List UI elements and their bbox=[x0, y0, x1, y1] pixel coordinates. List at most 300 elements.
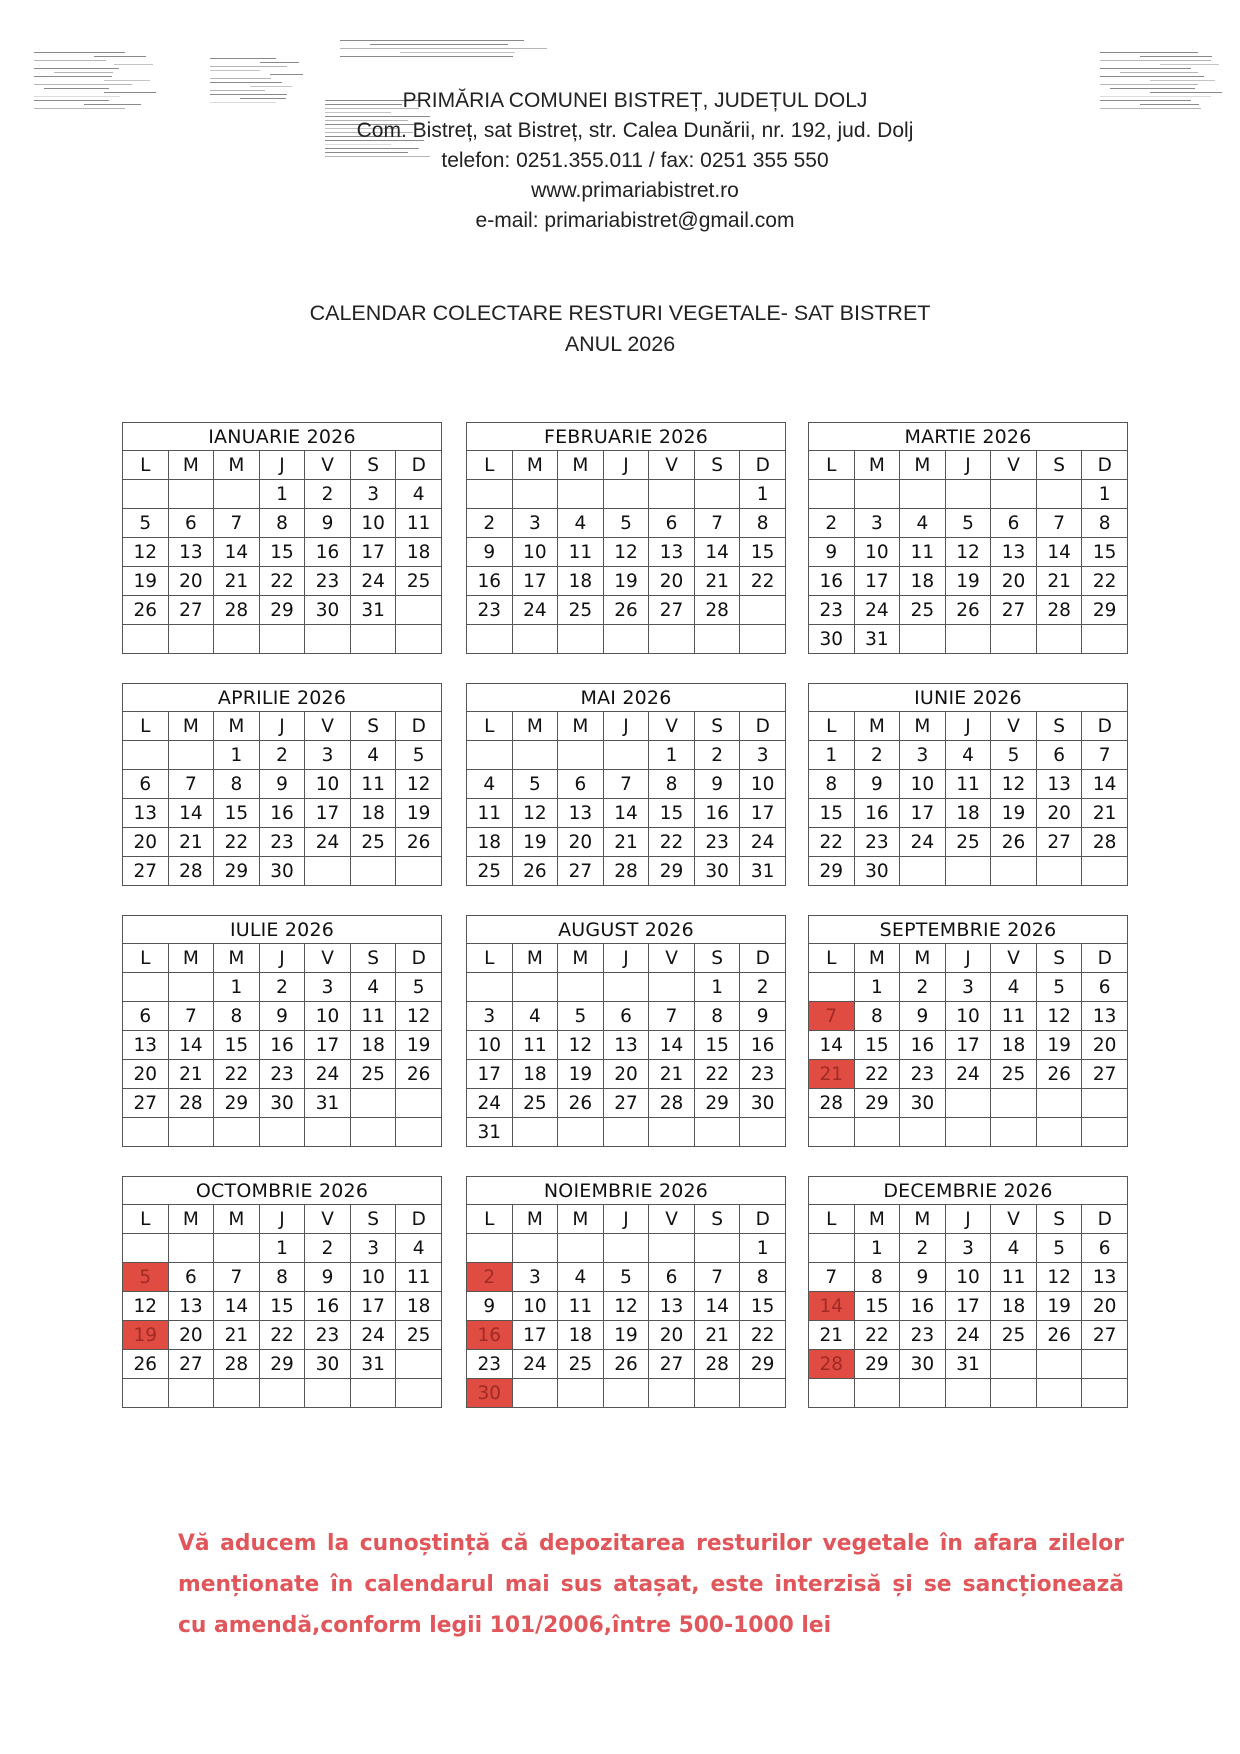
day-cell: 18 bbox=[396, 538, 442, 567]
day-cell: 9 bbox=[900, 1002, 946, 1031]
day-cell: 27 bbox=[123, 1089, 169, 1118]
day-cell: 18 bbox=[350, 1031, 396, 1060]
day-cell: 27 bbox=[168, 1350, 214, 1379]
day-cell: 7 bbox=[214, 509, 260, 538]
day-cell: 2 bbox=[305, 1234, 351, 1263]
day-cell: 28 bbox=[694, 1350, 740, 1379]
weekday-header: S bbox=[694, 1205, 740, 1234]
day-cell: 24 bbox=[900, 828, 946, 857]
month-name: IANUARIE 2026 bbox=[123, 423, 442, 451]
month-calendar bbox=[808, 422, 1128, 654]
weekday-header: S bbox=[350, 451, 396, 480]
empty-cell bbox=[558, 1379, 604, 1408]
website: www.primariabistret.ro bbox=[531, 179, 739, 202]
day-cell: 8 bbox=[740, 509, 786, 538]
day-cell: 4 bbox=[512, 1002, 558, 1031]
empty-cell bbox=[558, 741, 604, 770]
day-cell: 9 bbox=[900, 1263, 946, 1292]
weekday-header: M bbox=[168, 712, 214, 741]
day-cell: 14 bbox=[809, 1031, 855, 1060]
empty-cell bbox=[123, 1379, 169, 1408]
weekday-header: J bbox=[945, 451, 991, 480]
empty-cell bbox=[214, 1118, 260, 1147]
empty-cell bbox=[945, 857, 991, 886]
day-cell: 22 bbox=[214, 828, 260, 857]
day-cell: 3 bbox=[512, 1263, 558, 1292]
empty-cell bbox=[558, 973, 604, 1002]
weekday-header: D bbox=[1082, 712, 1128, 741]
empty-cell bbox=[991, 857, 1037, 886]
day-cell: 3 bbox=[945, 1234, 991, 1263]
day-cell: 5 bbox=[603, 509, 649, 538]
day-cell: 28 bbox=[214, 1350, 260, 1379]
month-calendar bbox=[466, 422, 786, 654]
month-name: AUGUST 2026 bbox=[467, 916, 786, 944]
empty-cell bbox=[123, 1234, 169, 1263]
day-cell: 7 bbox=[809, 1263, 855, 1292]
day-cell: 26 bbox=[396, 1060, 442, 1089]
day-cell: 13 bbox=[1036, 770, 1082, 799]
day-cell: 8 bbox=[259, 509, 305, 538]
empty-cell bbox=[649, 1234, 695, 1263]
day-cell: 22 bbox=[259, 1321, 305, 1350]
day-cell: 23 bbox=[854, 828, 900, 857]
day-cell: 1 bbox=[854, 973, 900, 1002]
day-cell: 16 bbox=[809, 567, 855, 596]
weekday-header: S bbox=[1036, 712, 1082, 741]
day-cell: 12 bbox=[123, 538, 169, 567]
day-cell: 5 bbox=[123, 509, 169, 538]
empty-cell bbox=[467, 480, 513, 509]
month-calendar bbox=[466, 683, 786, 886]
warning-notice: Vă aducem la cunoștință că depozitarea resturilor vegetale în afara zilelor menționate în calendarul mai sus atașat, este interzisă și se sancționează cu amendă,conform legii 101/2006,între 500-1000 lei bbox=[178, 1531, 1124, 1638]
day-cell: 3 bbox=[305, 973, 351, 1002]
empty-cell bbox=[259, 1379, 305, 1408]
day-cell: 11 bbox=[512, 1031, 558, 1060]
day-cell: 24 bbox=[512, 1350, 558, 1379]
day-cell: 3 bbox=[512, 509, 558, 538]
day-cell: 3 bbox=[350, 1234, 396, 1263]
empty-cell bbox=[809, 973, 855, 1002]
empty-cell bbox=[168, 625, 214, 654]
empty-cell bbox=[1036, 480, 1082, 509]
empty-cell bbox=[168, 480, 214, 509]
empty-cell bbox=[854, 480, 900, 509]
day-cell: 15 bbox=[809, 799, 855, 828]
day-cell: 30 bbox=[900, 1089, 946, 1118]
day-cell: 26 bbox=[1036, 1060, 1082, 1089]
day-cell: 8 bbox=[214, 1002, 260, 1031]
day-cell: 21 bbox=[649, 1060, 695, 1089]
month-calendar bbox=[122, 422, 442, 654]
empty-cell bbox=[1036, 1350, 1082, 1379]
day-cell: 29 bbox=[694, 1089, 740, 1118]
day-cell: 16 bbox=[305, 538, 351, 567]
weekday-header: V bbox=[991, 451, 1037, 480]
day-cell: 26 bbox=[558, 1089, 604, 1118]
day-cell: 16 bbox=[694, 799, 740, 828]
weekday-header: M bbox=[900, 712, 946, 741]
day-cell: 26 bbox=[1036, 1321, 1082, 1350]
day-cell: 11 bbox=[900, 538, 946, 567]
empty-cell bbox=[991, 480, 1037, 509]
empty-cell bbox=[900, 480, 946, 509]
weekday-header: M bbox=[512, 944, 558, 973]
day-cell: 26 bbox=[945, 596, 991, 625]
day-cell: 20 bbox=[1082, 1292, 1128, 1321]
empty-cell bbox=[168, 1234, 214, 1263]
day-cell: 25 bbox=[350, 1060, 396, 1089]
weekday-header: D bbox=[740, 944, 786, 973]
day-cell: 4 bbox=[350, 741, 396, 770]
day-cell: 17 bbox=[305, 799, 351, 828]
day-cell: 29 bbox=[214, 1089, 260, 1118]
empty-cell bbox=[305, 625, 351, 654]
day-cell: 27 bbox=[603, 1089, 649, 1118]
weekday-header: S bbox=[694, 712, 740, 741]
empty-cell bbox=[1036, 1118, 1082, 1147]
day-cell: 7 bbox=[1082, 741, 1128, 770]
weekday-header: M bbox=[168, 944, 214, 973]
day-cell: 6 bbox=[123, 770, 169, 799]
day-cell: 6 bbox=[1082, 973, 1128, 1002]
weekday-header: V bbox=[649, 451, 695, 480]
day-cell: 22 bbox=[740, 1321, 786, 1350]
weekday-header: L bbox=[809, 451, 855, 480]
day-cell: 8 bbox=[694, 1002, 740, 1031]
weekday-header: V bbox=[991, 944, 1037, 973]
empty-cell bbox=[305, 1118, 351, 1147]
day-cell: 22 bbox=[214, 1060, 260, 1089]
day-cell: 25 bbox=[991, 1321, 1037, 1350]
day-cell: 25 bbox=[396, 1321, 442, 1350]
letterhead bbox=[0, 86, 1240, 236]
day-cell: 3 bbox=[740, 741, 786, 770]
empty-cell bbox=[991, 1379, 1037, 1408]
empty-cell bbox=[1036, 625, 1082, 654]
day-cell: 25 bbox=[396, 567, 442, 596]
day-cell: 13 bbox=[168, 1292, 214, 1321]
weekday-header: J bbox=[603, 712, 649, 741]
day-cell: 4 bbox=[396, 1234, 442, 1263]
empty-cell bbox=[649, 480, 695, 509]
day-cell: 5 bbox=[1036, 1234, 1082, 1263]
weekday-header: M bbox=[168, 1205, 214, 1234]
day-cell: 27 bbox=[649, 596, 695, 625]
day-cell: 11 bbox=[558, 1292, 604, 1321]
day-cell: 12 bbox=[512, 799, 558, 828]
day-cell: 29 bbox=[854, 1350, 900, 1379]
weekday-header: L bbox=[809, 712, 855, 741]
weekday-header: D bbox=[396, 1205, 442, 1234]
email: e-mail: primariabistret@gmail.com bbox=[475, 209, 795, 232]
weekday-header: D bbox=[396, 944, 442, 973]
day-cell: 7 bbox=[168, 1002, 214, 1031]
day-cell: 24 bbox=[740, 828, 786, 857]
weekday-header: L bbox=[123, 944, 169, 973]
day-cell: 25 bbox=[350, 828, 396, 857]
day-cell: 4 bbox=[558, 1263, 604, 1292]
empty-cell bbox=[809, 1379, 855, 1408]
day-cell: 21 bbox=[168, 1060, 214, 1089]
day-cell: 1 bbox=[259, 480, 305, 509]
day-cell: 1 bbox=[649, 741, 695, 770]
empty-cell bbox=[900, 625, 946, 654]
day-cell: 1 bbox=[259, 1234, 305, 1263]
day-cell: 10 bbox=[305, 770, 351, 799]
day-cell: 6 bbox=[168, 1263, 214, 1292]
weekday-header: D bbox=[740, 451, 786, 480]
day-cell: 23 bbox=[900, 1060, 946, 1089]
weekday-header: M bbox=[854, 712, 900, 741]
day-cell: 8 bbox=[854, 1263, 900, 1292]
day-cell: 11 bbox=[350, 1002, 396, 1031]
day-cell: 10 bbox=[467, 1031, 513, 1060]
day-cell: 10 bbox=[512, 538, 558, 567]
empty-cell bbox=[259, 1118, 305, 1147]
day-cell: 3 bbox=[945, 973, 991, 1002]
day-cell: 20 bbox=[649, 567, 695, 596]
day-cell: 12 bbox=[396, 1002, 442, 1031]
day-cell: 23 bbox=[809, 596, 855, 625]
empty-cell bbox=[168, 741, 214, 770]
empty-cell bbox=[558, 1234, 604, 1263]
day-cell: 23 bbox=[305, 567, 351, 596]
month-name: OCTOMBRIE 2026 bbox=[123, 1177, 442, 1205]
month-calendar bbox=[808, 1176, 1128, 1408]
empty-cell bbox=[649, 1118, 695, 1147]
day-cell: 10 bbox=[854, 538, 900, 567]
day-cell: 26 bbox=[123, 596, 169, 625]
day-cell: 23 bbox=[259, 828, 305, 857]
day-cell: 10 bbox=[900, 770, 946, 799]
day-cell: 18 bbox=[900, 567, 946, 596]
empty-cell bbox=[512, 1118, 558, 1147]
month-calendar bbox=[122, 915, 442, 1147]
empty-cell bbox=[512, 480, 558, 509]
empty-cell bbox=[809, 480, 855, 509]
empty-cell bbox=[991, 1350, 1037, 1379]
day-cell: 9 bbox=[467, 538, 513, 567]
day-cell: 12 bbox=[1036, 1263, 1082, 1292]
day-cell: 11 bbox=[558, 538, 604, 567]
day-cell: 27 bbox=[558, 857, 604, 886]
weekday-header: M bbox=[558, 944, 604, 973]
day-cell: 12 bbox=[603, 538, 649, 567]
day-cell: 2 bbox=[854, 741, 900, 770]
day-cell: 14 bbox=[214, 538, 260, 567]
day-cell: 7 bbox=[694, 1263, 740, 1292]
empty-cell bbox=[123, 1118, 169, 1147]
day-cell: 9 bbox=[305, 1263, 351, 1292]
weekday-header: V bbox=[305, 451, 351, 480]
day-cell: 15 bbox=[259, 1292, 305, 1321]
day-cell: 19 bbox=[396, 1031, 442, 1060]
empty-cell bbox=[396, 625, 442, 654]
day-cell: 4 bbox=[467, 770, 513, 799]
weekday-header: S bbox=[1036, 451, 1082, 480]
day-cell: 14 bbox=[694, 538, 740, 567]
empty-cell bbox=[350, 1089, 396, 1118]
day-cell: 2 bbox=[694, 741, 740, 770]
day-cell: 18 bbox=[396, 1292, 442, 1321]
month-name: APRILIE 2026 bbox=[123, 684, 442, 712]
empty-cell bbox=[350, 1118, 396, 1147]
empty-cell bbox=[603, 973, 649, 1002]
empty-cell bbox=[512, 1234, 558, 1263]
day-cell: 11 bbox=[467, 799, 513, 828]
collection-day: 5 bbox=[123, 1263, 169, 1292]
empty-cell bbox=[809, 1234, 855, 1263]
weekday-header: L bbox=[467, 451, 513, 480]
day-cell: 19 bbox=[1036, 1292, 1082, 1321]
month-calendar bbox=[466, 1176, 786, 1408]
day-cell: 6 bbox=[991, 509, 1037, 538]
weekday-header: V bbox=[991, 1205, 1037, 1234]
empty-cell bbox=[603, 1234, 649, 1263]
weekday-header: L bbox=[467, 944, 513, 973]
day-cell: 27 bbox=[1082, 1321, 1128, 1350]
month-name: NOIEMBRIE 2026 bbox=[467, 1177, 786, 1205]
day-cell: 15 bbox=[214, 799, 260, 828]
day-cell: 18 bbox=[467, 828, 513, 857]
day-cell: 28 bbox=[1082, 828, 1128, 857]
empty-cell bbox=[214, 1234, 260, 1263]
day-cell: 1 bbox=[694, 973, 740, 1002]
day-cell: 5 bbox=[396, 741, 442, 770]
weekday-header: L bbox=[809, 944, 855, 973]
day-cell: 28 bbox=[649, 1089, 695, 1118]
day-cell: 31 bbox=[854, 625, 900, 654]
day-cell: 5 bbox=[603, 1263, 649, 1292]
weekday-header: V bbox=[305, 1205, 351, 1234]
day-cell: 19 bbox=[558, 1060, 604, 1089]
day-cell: 25 bbox=[945, 828, 991, 857]
day-cell: 10 bbox=[740, 770, 786, 799]
day-cell: 20 bbox=[649, 1321, 695, 1350]
day-cell: 31 bbox=[305, 1089, 351, 1118]
day-cell: 24 bbox=[305, 1060, 351, 1089]
weekday-header: S bbox=[350, 1205, 396, 1234]
month-name: SEPTEMBRIE 2026 bbox=[809, 916, 1128, 944]
day-cell: 7 bbox=[603, 770, 649, 799]
day-cell: 1 bbox=[740, 1234, 786, 1263]
day-cell: 18 bbox=[991, 1031, 1037, 1060]
day-cell: 3 bbox=[350, 480, 396, 509]
empty-cell bbox=[603, 741, 649, 770]
day-cell: 28 bbox=[168, 857, 214, 886]
day-cell: 19 bbox=[603, 567, 649, 596]
weekday-header: J bbox=[945, 712, 991, 741]
empty-cell bbox=[1082, 1379, 1128, 1408]
day-cell: 17 bbox=[740, 799, 786, 828]
day-cell: 14 bbox=[168, 799, 214, 828]
weekday-header: M bbox=[854, 451, 900, 480]
day-cell: 11 bbox=[396, 509, 442, 538]
empty-cell bbox=[945, 625, 991, 654]
day-cell: 7 bbox=[168, 770, 214, 799]
day-cell: 2 bbox=[259, 741, 305, 770]
day-cell: 16 bbox=[467, 567, 513, 596]
address: Com. Bistreț, sat Bistreț, str. Calea Dunării, nr. 192, jud. Dolj bbox=[356, 119, 914, 142]
day-cell: 3 bbox=[467, 1002, 513, 1031]
empty-cell bbox=[603, 625, 649, 654]
day-cell: 28 bbox=[809, 1089, 855, 1118]
day-cell: 30 bbox=[740, 1089, 786, 1118]
day-cell: 2 bbox=[740, 973, 786, 1002]
weekday-header: J bbox=[259, 712, 305, 741]
empty-cell bbox=[467, 625, 513, 654]
document-title bbox=[0, 298, 1240, 360]
day-cell: 4 bbox=[350, 973, 396, 1002]
day-cell: 17 bbox=[512, 1321, 558, 1350]
empty-cell bbox=[558, 480, 604, 509]
day-cell: 20 bbox=[558, 828, 604, 857]
day-cell: 25 bbox=[467, 857, 513, 886]
day-cell: 25 bbox=[900, 596, 946, 625]
weekday-header: M bbox=[900, 451, 946, 480]
day-cell: 28 bbox=[694, 596, 740, 625]
day-cell: 8 bbox=[214, 770, 260, 799]
day-cell: 1 bbox=[809, 741, 855, 770]
day-cell: 31 bbox=[350, 596, 396, 625]
day-cell: 20 bbox=[603, 1060, 649, 1089]
day-cell: 27 bbox=[123, 857, 169, 886]
day-cell: 23 bbox=[305, 1321, 351, 1350]
day-cell: 9 bbox=[467, 1292, 513, 1321]
empty-cell bbox=[396, 857, 442, 886]
day-cell: 9 bbox=[305, 509, 351, 538]
day-cell: 17 bbox=[350, 538, 396, 567]
month-name: MAI 2026 bbox=[467, 684, 786, 712]
day-cell: 26 bbox=[991, 828, 1037, 857]
weekday-header: M bbox=[512, 451, 558, 480]
day-cell: 17 bbox=[467, 1060, 513, 1089]
empty-cell bbox=[1082, 1118, 1128, 1147]
weekday-header: M bbox=[854, 1205, 900, 1234]
empty-cell bbox=[694, 1118, 740, 1147]
day-cell: 13 bbox=[603, 1031, 649, 1060]
day-cell: 5 bbox=[558, 1002, 604, 1031]
empty-cell bbox=[945, 1118, 991, 1147]
day-cell: 6 bbox=[603, 1002, 649, 1031]
empty-cell bbox=[467, 741, 513, 770]
weekday-header: M bbox=[558, 712, 604, 741]
day-cell: 20 bbox=[168, 567, 214, 596]
day-cell: 2 bbox=[900, 973, 946, 1002]
day-cell: 16 bbox=[305, 1292, 351, 1321]
day-cell: 24 bbox=[350, 1321, 396, 1350]
weekday-header: J bbox=[945, 1205, 991, 1234]
empty-cell bbox=[945, 480, 991, 509]
day-cell: 24 bbox=[305, 828, 351, 857]
day-cell: 29 bbox=[854, 1089, 900, 1118]
empty-cell bbox=[945, 1089, 991, 1118]
day-cell: 1 bbox=[214, 741, 260, 770]
weekday-header: V bbox=[649, 712, 695, 741]
day-cell: 22 bbox=[1082, 567, 1128, 596]
day-cell: 31 bbox=[945, 1350, 991, 1379]
day-cell: 21 bbox=[1036, 567, 1082, 596]
empty-cell bbox=[694, 1379, 740, 1408]
weekday-header: L bbox=[123, 1205, 169, 1234]
day-cell: 29 bbox=[740, 1350, 786, 1379]
day-cell: 2 bbox=[305, 480, 351, 509]
weekday-header: V bbox=[649, 1205, 695, 1234]
day-cell: 8 bbox=[259, 1263, 305, 1292]
empty-cell bbox=[123, 973, 169, 1002]
day-cell: 3 bbox=[305, 741, 351, 770]
